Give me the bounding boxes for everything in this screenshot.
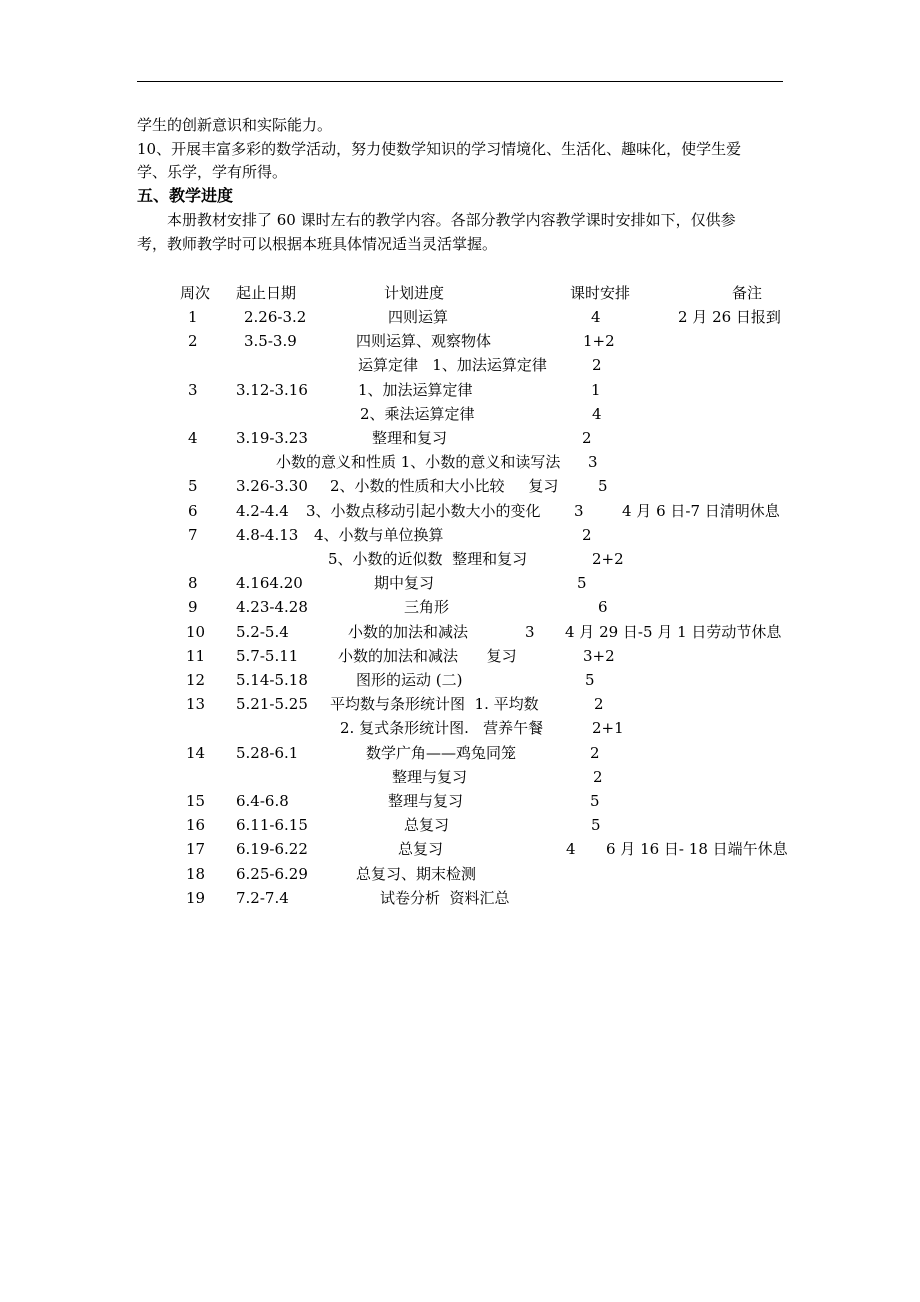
cell-week: 19 bbox=[186, 889, 206, 907]
cell-week: 17 bbox=[186, 840, 206, 858]
cell-plan: 图形的运动 (二) bbox=[356, 671, 463, 689]
cell-plan: 整理与复习 bbox=[392, 768, 468, 786]
paragraph-line: 本册教材安排了 60 课时左右的教学内容。各部分教学内容教学课时安排如下，仅供参 bbox=[167, 211, 736, 229]
cell-plan: 总复习、期末检测 bbox=[356, 865, 477, 883]
cell-dates: 3.26-3.30 bbox=[236, 477, 308, 495]
cell-dates: 6.19-6.22 bbox=[236, 840, 308, 858]
cell-hours: 5 bbox=[590, 792, 600, 810]
header-rule bbox=[137, 81, 783, 82]
cell-plan: 四则运算、观察物体 bbox=[356, 332, 492, 350]
cell-week: 10 bbox=[186, 623, 206, 641]
cell-plan: 总复习 bbox=[398, 840, 444, 858]
cell-notes: 4 月 6 日-7 日清明休息 bbox=[622, 502, 780, 520]
cell-dates: 4.23-4.28 bbox=[236, 598, 308, 616]
cell-hours: 3+2 bbox=[583, 647, 615, 665]
cell-hours: 2 bbox=[582, 526, 592, 544]
cell-dates: 5.21-5.25 bbox=[236, 695, 308, 713]
cell-plan: 2. 复式条形统计图. 营养午餐 bbox=[340, 719, 544, 737]
cell-dates: 5.14-5.18 bbox=[236, 671, 308, 689]
cell-hours: 2 bbox=[594, 695, 604, 713]
cell-hours: 3 bbox=[525, 623, 535, 641]
cell-hours: 2 bbox=[592, 356, 602, 374]
cell-plan: 2、乘法运算定律 bbox=[360, 405, 475, 423]
cell-dates: 3.19-3.23 bbox=[236, 429, 308, 447]
cell-notes: 6 月 16 日- 18 日端午休息 bbox=[606, 840, 788, 858]
cell-hours: 3 bbox=[574, 502, 584, 520]
cell-hours: 2 bbox=[582, 429, 592, 447]
cell-hours: 5 bbox=[577, 574, 587, 592]
cell-plan: 数学广角——鸡兔同笼 bbox=[366, 744, 517, 762]
cell-plan: 1、加法运算定律 bbox=[358, 381, 473, 399]
cell-notes: 4 月 29 日-5 月 1 日劳动节休息 bbox=[565, 623, 782, 641]
header-dates: 起止日期 bbox=[236, 284, 297, 302]
paragraph-line: 10、开展丰富多彩的数学活动，努力使数学知识的学习情境化、生活化、趣味化，使学生爱 bbox=[137, 140, 742, 158]
cell-plan: 总复习 bbox=[404, 816, 450, 834]
paragraph-line: 考，教师教学时可以根据本班具体情况适当灵活掌握。 bbox=[137, 235, 498, 253]
cell-plan: 整理和复习 bbox=[372, 429, 448, 447]
cell-plan: 运算定律 1、加法运算定律 bbox=[358, 356, 547, 374]
cell-week: 4 bbox=[188, 429, 198, 447]
cell-hours: 5 bbox=[585, 671, 595, 689]
cell-plan: 整理与复习 bbox=[388, 792, 464, 810]
cell-dates: 3.5-3.9 bbox=[244, 332, 297, 350]
cell-dates: 5.7-5.11 bbox=[236, 647, 299, 665]
cell-dates: 6.4-6.8 bbox=[236, 792, 289, 810]
cell-plan: 平均数与条形统计图 1. 平均数 bbox=[330, 695, 539, 713]
cell-dates: 5.28-6.1 bbox=[236, 744, 299, 762]
cell-hours: 4 bbox=[566, 840, 576, 858]
cell-hours: 5 bbox=[598, 477, 608, 495]
cell-week: 11 bbox=[186, 647, 206, 665]
cell-week: 2 bbox=[188, 332, 198, 350]
cell-week: 8 bbox=[188, 574, 198, 592]
cell-hours: 3 bbox=[588, 453, 598, 471]
header-notes: 备注 bbox=[732, 284, 763, 302]
cell-dates: 4.164.20 bbox=[236, 574, 303, 592]
cell-plan: 小数的加法和减法 复习 bbox=[338, 647, 517, 665]
cell-plan: 小数的意义和性质 1、小数的意义和读写法 bbox=[276, 453, 561, 471]
cell-plan: 小数的加法和减法 bbox=[348, 623, 469, 641]
cell-week: 7 bbox=[188, 526, 198, 544]
cell-week: 14 bbox=[186, 744, 206, 762]
cell-week: 5 bbox=[188, 477, 198, 495]
header-week: 周次 bbox=[180, 284, 211, 302]
cell-plan: 3、小数点移动引起小数大小的变化 bbox=[306, 502, 541, 520]
cell-week: 3 bbox=[188, 381, 198, 399]
cell-plan: 四则运算 bbox=[388, 308, 449, 326]
paragraph-line: 学生的创新意识和实际能力。 bbox=[137, 116, 333, 134]
cell-hours: 1+2 bbox=[583, 332, 615, 350]
cell-plan: 4、小数与单位换算 bbox=[314, 526, 444, 544]
cell-hours: 2+1 bbox=[592, 719, 624, 737]
cell-week: 16 bbox=[186, 816, 206, 834]
cell-plan: 期中复习 bbox=[374, 574, 435, 592]
cell-hours: 4 bbox=[591, 308, 601, 326]
cell-hours: 2+2 bbox=[592, 550, 624, 568]
cell-plan: 试卷分析 资料汇总 bbox=[380, 889, 510, 907]
cell-dates: 3.12-3.16 bbox=[236, 381, 308, 399]
cell-plan: 三角形 bbox=[404, 598, 450, 616]
cell-hours: 2 bbox=[593, 768, 603, 786]
header-plan: 计划进度 bbox=[384, 284, 445, 302]
cell-notes: 2 月 26 日报到 bbox=[678, 308, 781, 326]
cell-hours: 5 bbox=[591, 816, 601, 834]
cell-dates: 4.8-4.13 bbox=[236, 526, 299, 544]
cell-hours: 1 bbox=[591, 381, 601, 399]
cell-dates: 4.2-4.4 bbox=[236, 502, 289, 520]
cell-dates: 7.2-7.4 bbox=[236, 889, 289, 907]
cell-dates: 2.26-3.2 bbox=[244, 308, 307, 326]
cell-week: 6 bbox=[188, 502, 198, 520]
header-hours: 课时安排 bbox=[570, 284, 631, 302]
cell-week: 12 bbox=[186, 671, 206, 689]
cell-week: 13 bbox=[186, 695, 206, 713]
cell-dates: 6.11-6.15 bbox=[236, 816, 308, 834]
section-title: 五、教学进度 bbox=[137, 186, 234, 205]
cell-hours: 4 bbox=[592, 405, 602, 423]
cell-plan: 2、小数的性质和大小比较 复习 bbox=[330, 477, 559, 495]
cell-dates: 6.25-6.29 bbox=[236, 865, 308, 883]
cell-dates: 5.2-5.4 bbox=[236, 623, 289, 641]
cell-hours: 6 bbox=[598, 598, 608, 616]
cell-plan: 5、小数的近似数 整理和复习 bbox=[328, 550, 528, 568]
cell-week: 15 bbox=[186, 792, 206, 810]
paragraph-line: 学、乐学，学有所得。 bbox=[137, 163, 288, 181]
cell-week: 1 bbox=[188, 308, 198, 326]
cell-week: 9 bbox=[188, 598, 198, 616]
cell-hours: 2 bbox=[590, 744, 600, 762]
cell-week: 18 bbox=[186, 865, 206, 883]
